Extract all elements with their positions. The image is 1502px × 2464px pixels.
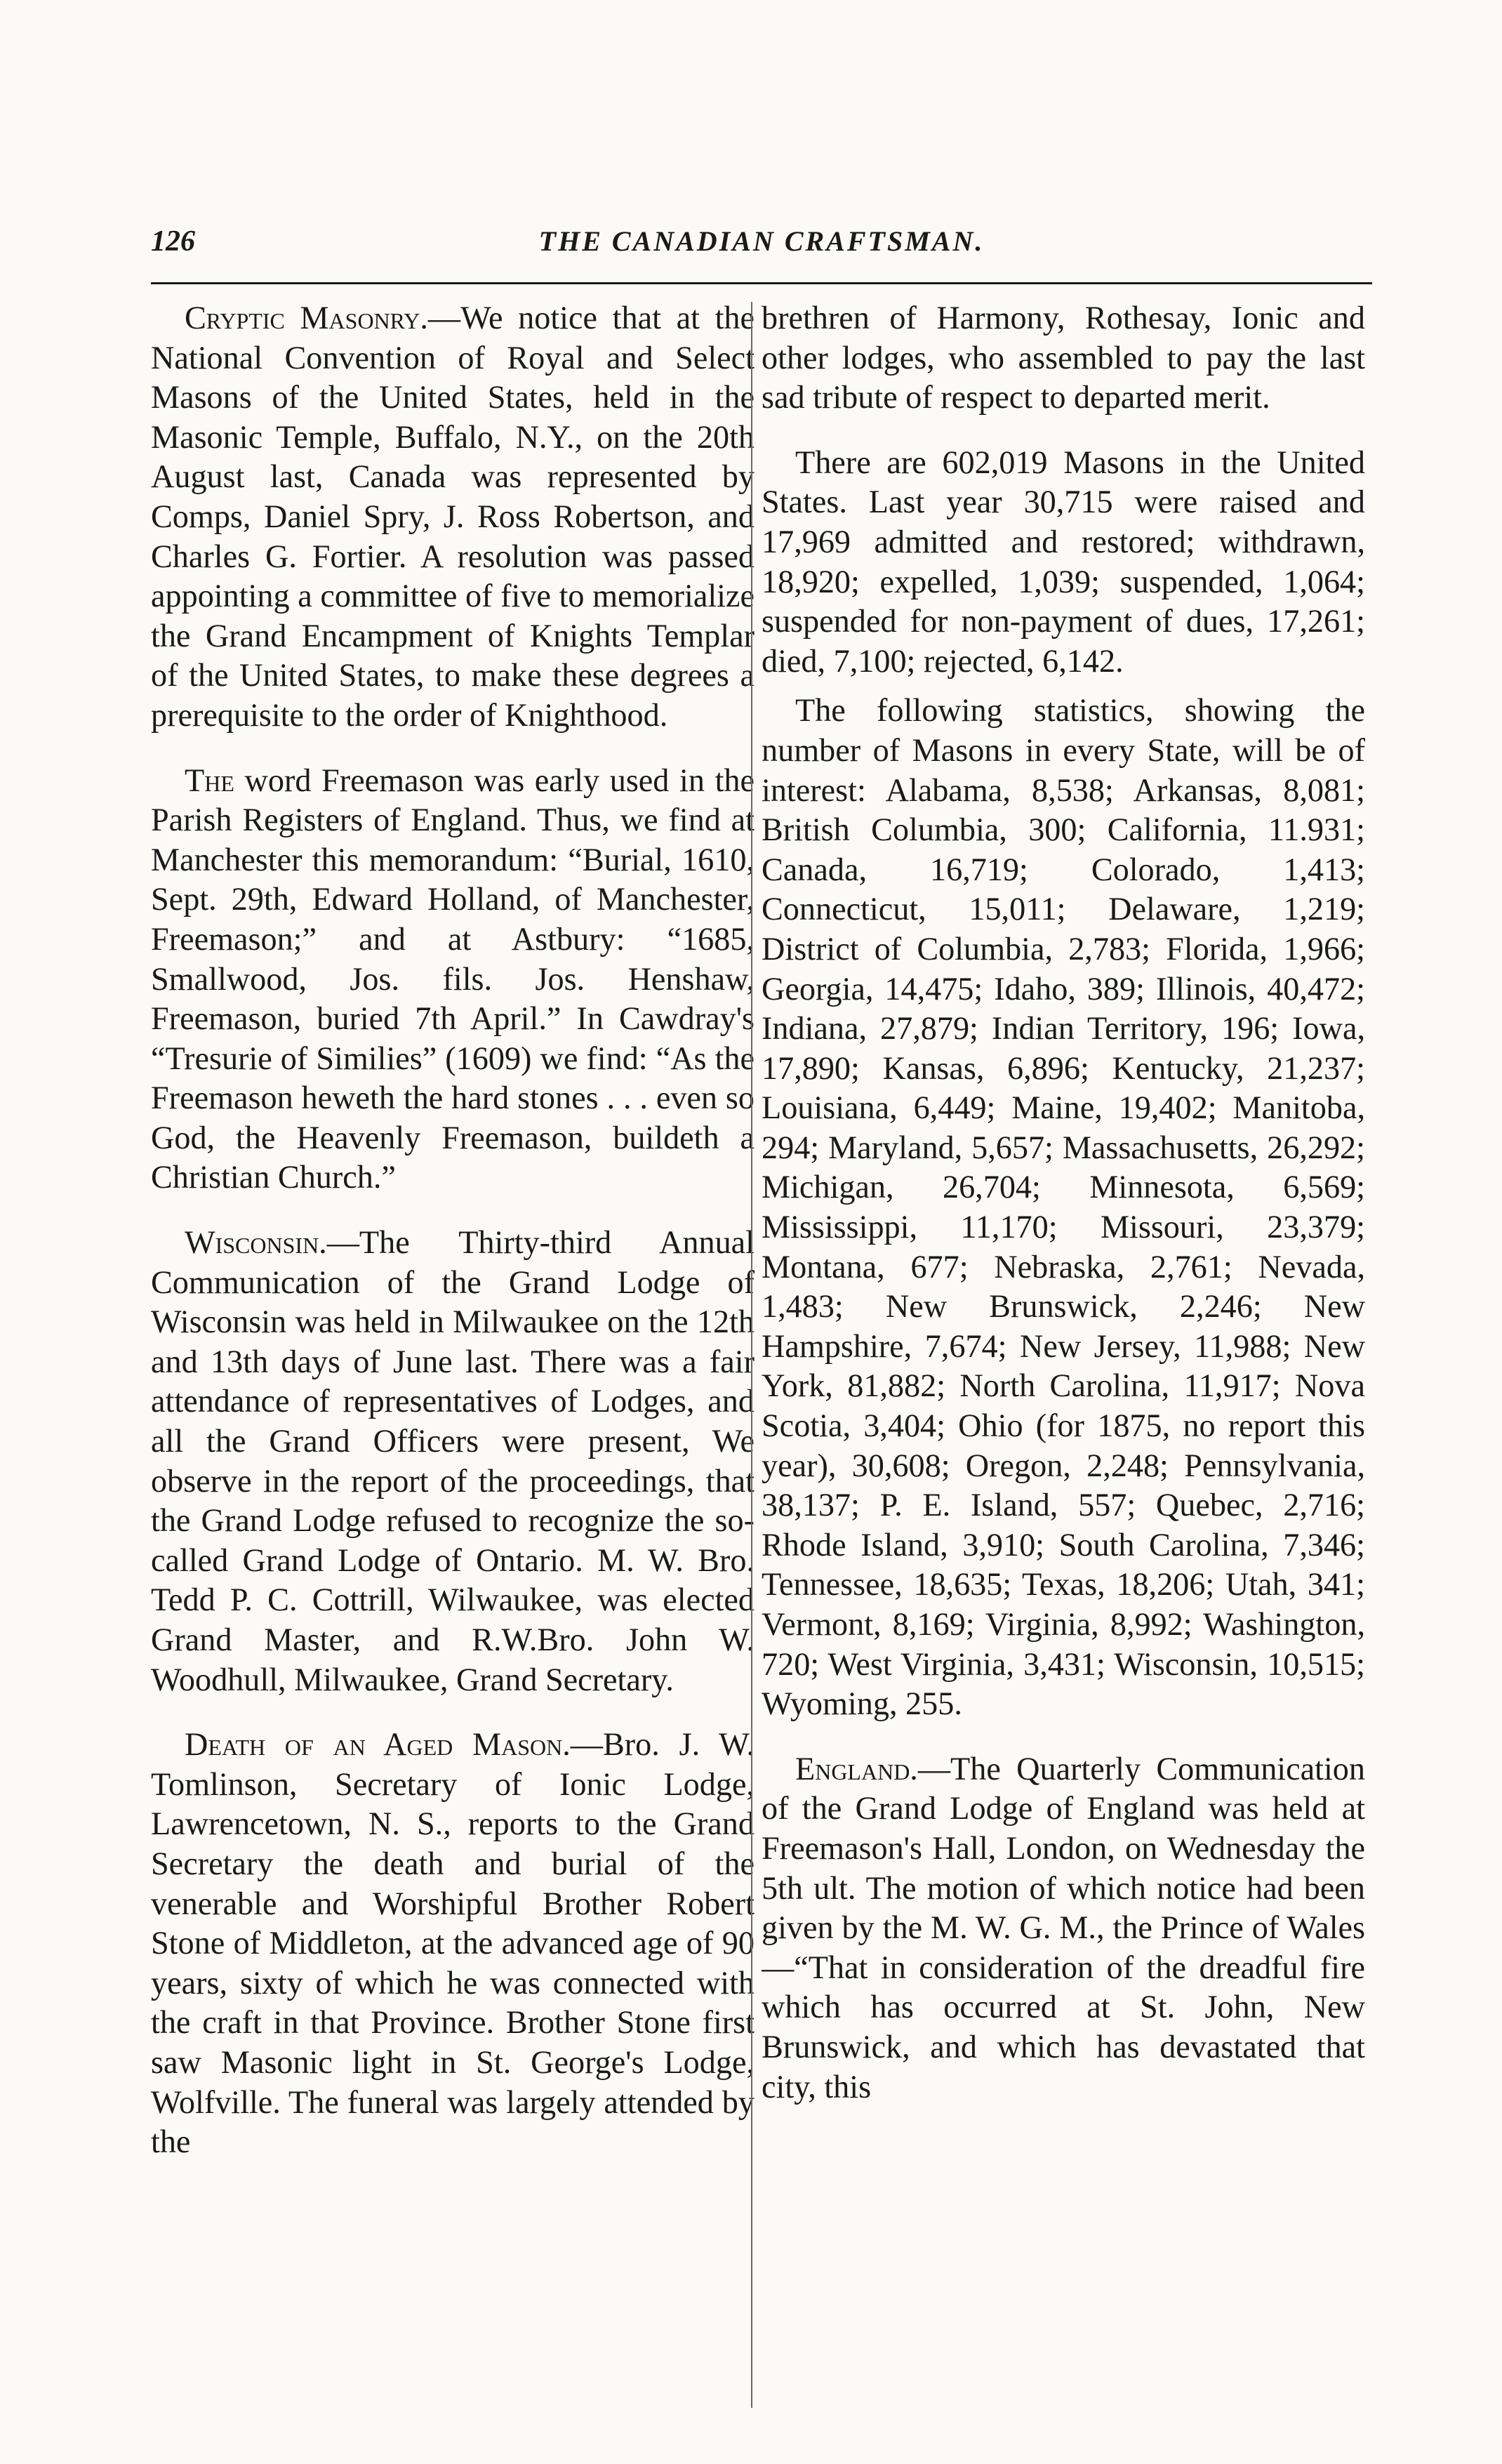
paragraph-freemason-word xyxy=(151,761,755,1198)
paragraph-text: The following statistics, showing the number of Masons in every State, will be of interest: Alabama, 8,538; Arkansas, 8,081; British Columbia, 300; California, 11.931; Canada, 16,719; Colorado, 1,413; Connecticut, 15,011; Delaware, 1,219; District of Columbia, 2,783; Florida, 1,966; Georgia, 14,475; Idaho, 389; Illinois, 40,472; Indiana, 27,879; Indian Territory, 196; Iowa, 17,890; Kansas, 6,896; Kentucky, 21,237; Louisiana, 6,449; Maine, 19,402; Manitoba, 294; Maryland, 5,657; Massachusetts, 26,292; Michigan, 26,704; Minnesota, 6,569; Mississippi, 11,170; Missouri, 23,379; Montana, 677; Nebraska, 2,761; Nevada, 1,483; New Brunswick, 2,246; New Hampshire, 7,674; New Jersey, 11,988; New York, 81,882; North Carolina, 11,917; Nova Scotia, 3,404; Ohio (for 1875, no report this year), 30,608; Oregon, 2,248; Pennsylvania, 38,137; P. E. Island, 557; Quebec, 2,716; Rhode Island, 3,910; South Carolina, 7,346; Tennessee, 18,635; Texas, 18,206; Utah, 341; Vermont, 8,169; Virginia, 8,992; Washington, 720; West Virginia, 3,431; Wisconsin, 10,515; Wyoming, 255. xyxy=(762,692,1365,1722)
paragraph-text: brethren of Harmony, Rothesay, Ionic and other lodges, who assembled to pay the last sad tribute of respect to departed merit. xyxy=(762,300,1365,416)
paragraph-lead: Wisconsin. xyxy=(185,1224,327,1261)
right-column xyxy=(762,298,1365,2425)
paragraph-text: word Freemason was early used in the Parish Registers of England. Thus, we find at Manchester this memorandum: “Burial, 1610, Sept. 29th, Edward Holland, of Manchester, Freemason;” and at Astbury: “1685, Smallwood, Jos. fils. Jos. Henshaw, Freemason, buried 7th April.” In Cawdray's “Tresurie of Similies” (1609) we find: “As the Freemason heweth the hard stones . . . even so God, the Heavenly Freemason, buildeth a Christian Church.” xyxy=(151,762,755,1195)
header-rule xyxy=(151,282,1372,284)
page-number: 126 xyxy=(151,225,195,258)
paragraph-statistics xyxy=(762,691,1365,1723)
paragraph-text: —The Quarterly Communication of the Grand Lodge of England was held at Freemason's Hall, London, on Wednesday the 5th ult. The motion of which notice had been given by the M. W. G. M., the Prince of Wales—“That in consideration of the dreadful fire which has occurred at St. John, New Brunswick, and which has devastated that city, this xyxy=(762,1750,1365,2105)
paragraph-masons-us xyxy=(762,443,1365,682)
page-header xyxy=(151,225,1372,274)
paragraph-text: —Bro. J. W. Tomlinson, Secretary of Ionic Lodge, Lawrencetown, N. S., reports to the Grand Secretary the death and burial of the venerable and Worshipful Brother Robert Stone of Middleton, at the advanced age of 90 years, sixty of which he was connected with the craft in that Province. Brother Stone first saw Masonic light in St. George's Lodge, Wolfville. The funeral was largely attended by the xyxy=(151,1726,755,2160)
paragraph-death-aged-mason xyxy=(151,1725,755,2162)
left-column xyxy=(151,298,755,2425)
paragraph-text: There are 602,019 Masons in the United States. Last year 30,715 were raised and 17,969 admitted and restored; withdrawn, 18,920; expelled, 1,039; suspended, 1,064; suspended for non-payment of dues, 17,261; died, 7,100; rejected, 6,142. xyxy=(762,444,1365,679)
paragraph-lead: England. xyxy=(795,1750,918,1787)
column-divider xyxy=(751,302,752,2408)
paragraph-text: —We notice that at the National Convention of Royal and Select Masons of the United States, held in the Masonic Temple, Buffalo, N.Y., on the 20th August last, Canada was represented by Comps, Daniel Spry, J. Ross Robertson, and Charles G. Fortier. A resolution was passed appointing a committee of five to memorialize the Grand Encampment of Knights Templar of the United States, to make these degrees a prerequisite to the order of Knighthood. xyxy=(151,300,755,733)
paragraph-wisconsin xyxy=(151,1223,755,1700)
paragraph-continuation xyxy=(762,298,1365,418)
paragraph-text: —The Thirty-third Annual Communication of the Grand Lodge of Wisconsin was held in Milwaukee on the 12th and 13th days of June last. There was a fair attendance of representatives of Lodges, and all the Grand Officers were present, We observe in the report of the proceedings, that the Grand Lodge refused to recognize the so-called Grand Lodge of Ontario. M. W. Bro. Tedd P. C. Cottrill, Wilwaukee, was elected Grand Master, and R.W.Bro. John W. Woodhull, Milwaukee, Grand Secretary. xyxy=(151,1224,755,1697)
paragraph-lead: The xyxy=(185,762,234,798)
paragraph-lead: Death of an Aged Mason. xyxy=(185,1726,571,1763)
paragraph-lead: Cryptic Masonry. xyxy=(185,300,428,336)
running-title: THE CANADIAN CRAFTSMAN. xyxy=(538,225,985,257)
paragraph-england xyxy=(762,1749,1365,2107)
paragraph-cryptic-masonry xyxy=(151,298,755,736)
